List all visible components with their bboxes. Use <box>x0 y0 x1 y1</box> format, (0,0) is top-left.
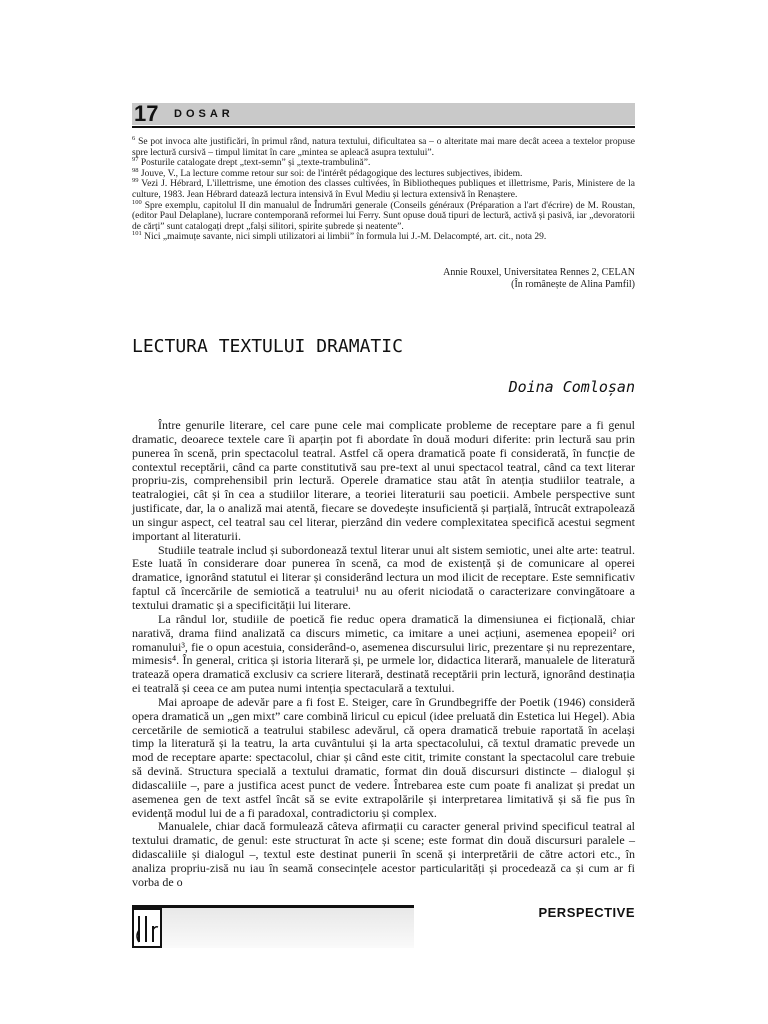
body-paragraph: Manualele, chiar dacă formulează câteva afirmații cu caracter general privind specificul teatral al textului dramatic, de genul: este structurat în acte și scene; este format din două discursuri paralele – didascaliile și dialogul –, textul este destinat punerii în scenă și interpretării de către actori etc., în analiza propriu-zisă nu iau în seamă consecințele acestor particularități și procedează ca și cum ar fi vorba de o <box>132 819 635 889</box>
footer-shade <box>132 908 414 948</box>
attribution-translator: (În românește de Alina Pamfil) <box>511 279 635 290</box>
header-rule <box>132 126 635 128</box>
publisher-logo <box>132 908 162 948</box>
body-paragraph: Între genurile literare, cel care pune cele mai complicate probleme de receptare pare a fi genul dramatic, deoarece textele care îi aparțin pot fi abordate în două moduri diferite: prin lectură sau prin punerea în scenă, prin spectacolul teatral. Astfel că opera dramatică poate fi considerată, în funcție de contextul receptării, când ca parte constitutivă sau pre-text al unui spectacol teatral, când ca text literar propriu-zis, comprehensibil prin lectură. Operele dramatice stau atât în atenția studiilor teatrale, a teatralogiei, cât și în cea a studiilor literare, a teoriei literaturii sau poeticii. Ambele perspective sunt justificate, dar, la o analiză mai atentă, fiecare se dovedește insuficientă și parțială, întrucât extrapolează un singur aspect, cel teatral sau cel literar, pierzând din vedere complexitatea specifică acestui segment important al literaturii. <box>132 418 635 543</box>
footnotes <box>132 134 636 243</box>
body-paragraph: Mai aproape de adevăr pare a fi fost E. Steiger, care în Grundbegriffe der Poetik (1946) consideră opera dramatică un „gen mixt” care combină liricul cu epicul (idee preluată din Estetica lui Hegel). Abia cercetările de semiotică a teatrului stabilesc adevărul, că opera dramatică trebuie raportată în același timp la literatură și la teatru, la arta cuvântului și la arta spectacolului, că textul dramatic prevede un mod de receptare aparte: spectacolul, chiar și când este citit, trimite constant la spectacolul care trebuie să devină. Structura specială a textului dramatic, format din două discursuri distincte – dialogul și didascaliile –, pare a justifica acest punct de vedere. Întrebarea este cum poate fi analizat și predat un asemenea gen de text astfel încât să se evite extrapolările și interpretarea limitativă și să fie pus în evidență modul lui de a fi paradoxal, contradictoriu și complex. <box>132 694 635 820</box>
footnote: $^6$ Se pot invoca alte justificări, în primul rând, natura textului, dificultatea sa – o alteritate mai mare decât aceea a textelor propuse spre lectură cursivă – timpul limitat în care „mintea se apleacă asupra textului”. <box>132 134 636 158</box>
article-title: LECTURA TEXTULUI DRAMATIC <box>132 336 403 357</box>
body-paragraph: La rândul lor, studiile de poetică fie reduc opera dramatică la dimensiunea ei ficțională, chiar narativă, drama fiind analizată ca discurs mimetic, ca imitare a unei acțiuni, asemenea epopeii² ori romanului³, fie o opun acestuia, considerând-o, asemenea discursului liric, prezentare și nu reprezentare, mimesis⁴. În general, critica și istoria literară și, pe urmele lor, didactica literară, manualele de literatură tratează opera dramatică exclusiv ca scriere literară, destinată receptării prin lectură, ignorând destinația ei teatrală și ceea ce am putea numi intenția spectaculară a textului. <box>132 611 635 696</box>
article-body <box>132 419 635 890</box>
footer-section-label: PERSPECTIVE <box>538 905 635 920</box>
page-header <box>132 103 635 125</box>
attribution <box>132 267 635 291</box>
footnote: $^{99}$ Vezi J. Hébrard, L'illettrisme, une émotion des classes cultivées, în Bibliotheques publiques et illettrisme, Paris, Ministere de la culture, 1983. Jean Hébrard datează lectura intensivă în Evul Mediu și lectura extensivă în Renaștere. <box>132 177 635 200</box>
article-author: Doina Comloșan <box>508 378 635 396</box>
footer-rule <box>132 905 414 908</box>
footnote: $^{97}$ Posturile catalogate drept „text-semn” și „texte-trambulină”. <box>132 156 371 169</box>
footnote: $^{101}$ Nici „maimuțe savante, nici simpli utilizatori ai limbii” în formula lui J.-M. Delacompté, art. cit., nota 29. <box>132 230 547 243</box>
dlr-logo-icon <box>134 910 160 946</box>
body-paragraph: Studiile teatrale includ și subordonează textul literar unui alt sistem semiotic, unei alte arte: teatrul. Este luată în considerare doar punerea în scenă, ca mod de existență și de comunicare al operei dramatice, ignorând statutul ei literar și considerând lectura un mod ilicit de receptare. Este semnificativ faptul că încercările de semiotică a teatrului¹ nu au oferit niciodată o caracterizare convingătoare a textului dramatic și a specificității lui literare. <box>132 542 635 612</box>
footnote: $^{100}$ Spre exemplu, capitolul II din manualul de Îndrumări generale (Conseils généraux (Préparation a l'art d'écrire) de M. Roustan, (editor Paul Delaplane), lucrare contemporană reformei lui Ferry. Sunt opuse două tipuri de lectură, activă și pasivă, iar „devoratorii de cărți” sunt catalogați drept „falși silitori, spirite șubrede și neatente”. <box>132 198 636 232</box>
page-number: 17 <box>134 101 159 126</box>
attribution-author: Annie Rouxel, Universitatea Rennes 2, CELAN <box>443 267 635 278</box>
section-title: DOSAR <box>174 108 234 120</box>
footnote: $^{98}$ Jouve, V., La lecture comme retour sur soi: de l'intérêt pédagogique des lectures subjectives, ibidem. <box>132 166 523 179</box>
